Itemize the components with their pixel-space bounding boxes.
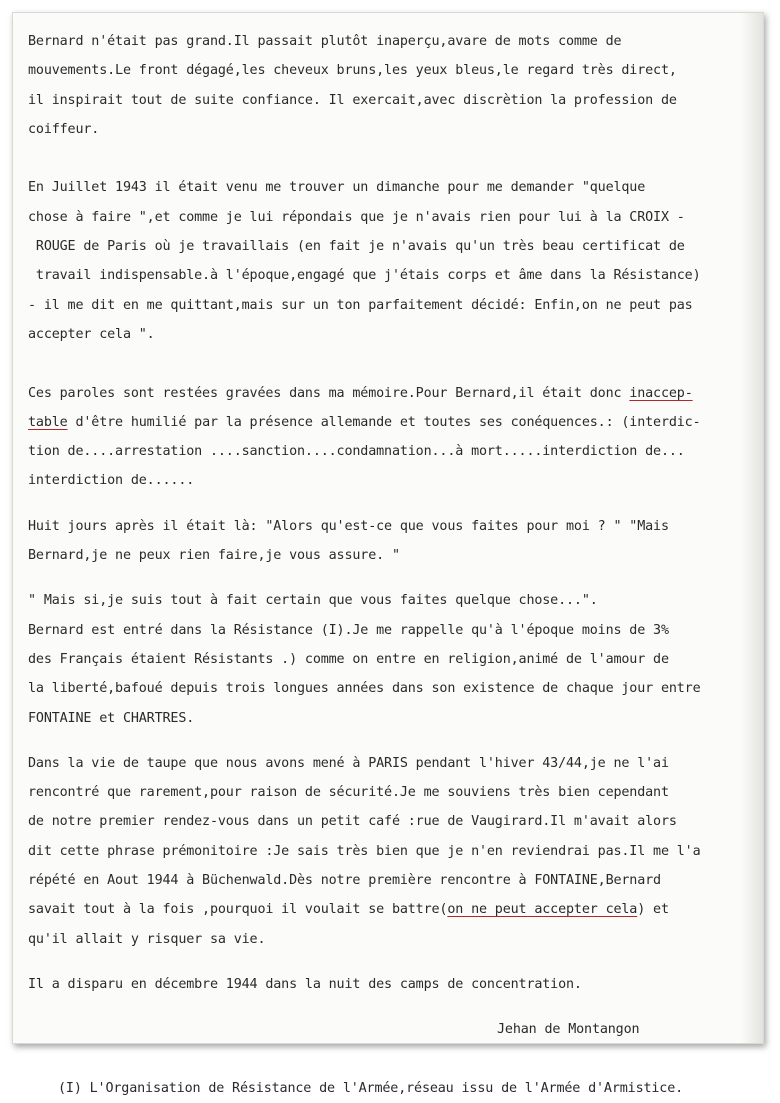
paragraph-gap (28, 954, 760, 970)
text-line: ROUGE de Paris où je travaillais (en fait je n'avais qu'un très beau certificat de (28, 239, 685, 255)
text-line: coiffeur. (28, 121, 100, 137)
paragraph-gap (28, 496, 760, 512)
paragraph-2 (28, 173, 760, 349)
text-line: accepter cela ". (28, 326, 155, 342)
text-line: Bernard,je ne peux rien faire,je vous assure. " (28, 548, 400, 564)
text-segment: d'être humilié par la présence allemande et toutes ses conéquences.: (interdic- (67, 414, 701, 430)
text-line: " Mais si,je suis tout à fait certain que vous faites quelque chose...". (28, 593, 598, 609)
text-line (28, 895, 760, 924)
text-segment: ) et (637, 902, 669, 918)
text-line: répété en Aout 1944 à Büchenwald.Dès notre première rencontre à FONTAINE,Bernard (28, 873, 661, 889)
footnote: (I) L'Organisation de Résistance de l'Armée,réseau issu de l'Armée d'Armistice. (58, 1080, 684, 1096)
typed-page (12, 12, 764, 1096)
text-line: Bernard est entré dans la Résistance (I).Je me rappelle qu'à l'époque moins de 3% (28, 622, 669, 638)
paragraph-gap (28, 999, 760, 1015)
signature: Jehan de Montangon (497, 1022, 640, 1038)
paragraph-gap (28, 570, 760, 586)
paragraph-1 (28, 27, 760, 144)
underlined-word: inaccep- (629, 385, 693, 401)
text-line: il inspirait tout de suite confiance. Il exercait,avec discrètion la profession de (28, 92, 677, 108)
paragraph-gap (28, 733, 760, 749)
paragraph-4 (28, 512, 760, 571)
paragraph-6 (28, 749, 760, 954)
text-line: rencontré que rarement,pour raison de sécurité.Je me souviens très bien cependant (28, 785, 669, 801)
text-line: qu'il allait y risquer sa vie. (28, 931, 266, 947)
text-line: la liberté,bafoué depuis trois longues années dans son existence de chaque jour entre (28, 681, 701, 697)
paragraph-gap (28, 1045, 760, 1074)
paragraph-gap (28, 144, 760, 173)
document-body (28, 27, 760, 1103)
text-line: des Français étaient Résistants .) comme on entre en religion,animé de l'amour de (28, 651, 669, 667)
text-line: travail indispensable.à l'époque,engagé que j'étais corps et âme dans la Résistance) (28, 268, 701, 284)
paragraph-7 (28, 970, 760, 999)
text-segment: Ces paroles sont restées gravées dans ma mémoire.Pour Bernard,il était donc (28, 385, 630, 401)
paragraph-gap (28, 349, 760, 378)
text-line: En Juillet 1943 il était venu me trouver un dimanche pour me demander "quelque (28, 180, 646, 196)
text-line (28, 379, 760, 408)
text-line: Il a disparu en décembre 1944 dans la nuit des camps de concentration. (28, 976, 582, 992)
paragraph-3 (28, 379, 760, 496)
underlined-word: table (28, 414, 68, 430)
text-line: Dans la vie de taupe que nous avons mené à PARIS pendant l'hiver 43/44,je ne l'ai (28, 755, 669, 771)
text-line: Huit jours après il était là: "Alors qu'est-ce que vous faites pour moi ? " "Mais (28, 518, 669, 534)
text-line (28, 408, 760, 437)
text-line: FONTAINE et CHARTRES. (28, 710, 195, 726)
paragraph-5 (28, 586, 760, 732)
text-line: dit cette phrase prémonitoire :Je sais très bien que je n'en reviendrai pas.Il me l'a (28, 843, 701, 859)
text-line: tion de....arrestation ....sanction....condamnation...à mort.....interdiction de... (28, 444, 685, 460)
text-line: chose à faire ",et comme je lui répondais que je n'avais rien pour lui à la CROIX - (28, 209, 685, 225)
text-segment: savait tout à la fois ,pourquoi il voulait se battre( (28, 902, 448, 918)
text-line: interdiction de...... (28, 473, 195, 489)
text-line: - il me dit en me quittant,mais sur un ton parfaitement décidé: Enfin,on ne peut pas (28, 297, 693, 313)
underlined-phrase: on ne peut accepter cela (447, 902, 638, 918)
text-line: Bernard n'était pas grand.Il passait plutôt inaperçu,avare de mots comme de (28, 34, 622, 49)
text-line: de notre premier rendez-vous dans un petit café :rue de Vaugirard.Il m'avait alors (28, 814, 677, 830)
text-line: mouvements.Le front dégagé,les cheveux bruns,les yeux bleus,le regard très direct, (28, 63, 677, 79)
